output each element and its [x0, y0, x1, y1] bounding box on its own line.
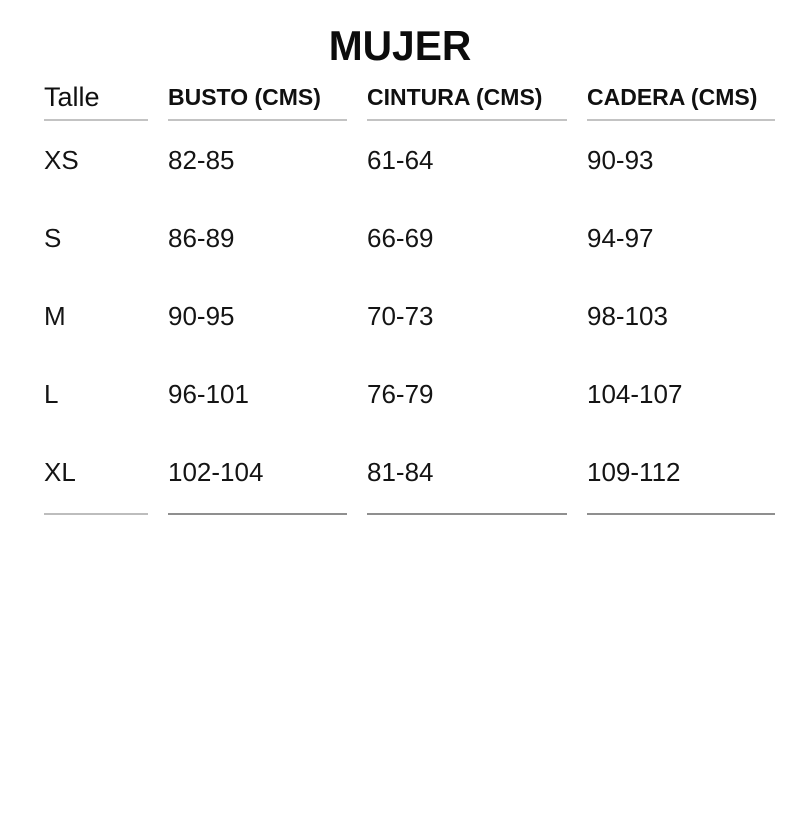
column-header-cadera: CADERA (CMS): [587, 84, 775, 121]
size-cell-s: S: [44, 222, 62, 253]
footer-rule-busto: [168, 513, 347, 515]
busto-cell-m: 90-95: [168, 300, 235, 331]
footer-rule-cadera: [587, 513, 775, 515]
cintura-cell-s: 66-69: [367, 222, 434, 253]
column-header-cintura: CINTURA (CMS): [367, 84, 567, 121]
cintura-cell-m: 70-73: [367, 300, 434, 331]
size-cell-m: M: [44, 300, 66, 331]
busto-cell-l: 96-101: [168, 378, 249, 409]
cadera-cell-xs: 90-93: [587, 144, 654, 175]
column-header-talle: Talle: [44, 84, 148, 121]
column-header-busto: BUSTO (CMS): [168, 84, 347, 121]
cintura-cell-xl: 81-84: [367, 456, 434, 487]
footer-rule-talle: [44, 513, 148, 515]
size-table: [44, 84, 800, 515]
cintura-cell-l: 76-79: [367, 378, 434, 409]
busto-cell-xs: 82-85: [168, 144, 235, 175]
cadera-cell-m: 98-103: [587, 300, 668, 331]
cadera-cell-s: 94-97: [587, 222, 654, 253]
size-cell-xs: XS: [44, 144, 79, 175]
busto-cell-s: 86-89: [168, 222, 235, 253]
cadera-cell-l: 104-107: [587, 378, 683, 409]
size-cell-xl: XL: [44, 456, 76, 487]
footer-rule-cintura: [367, 513, 567, 515]
busto-cell-xl: 102-104: [168, 456, 264, 487]
cintura-cell-xs: 61-64: [367, 144, 434, 175]
page-title: MUJER: [328, 22, 472, 69]
size-cell-l: L: [44, 378, 59, 409]
cadera-cell-xl: 109-112: [587, 456, 681, 487]
